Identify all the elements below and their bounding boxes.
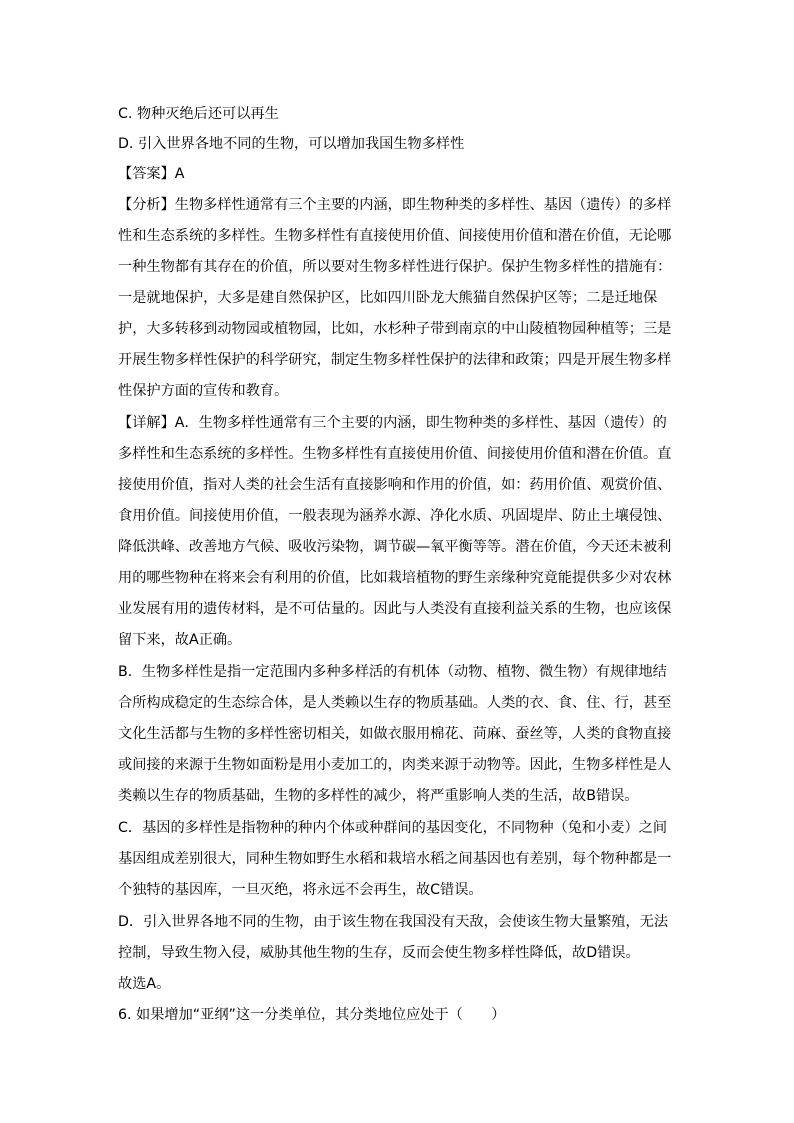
detail-a-line: 业发展有用的遗传材料，是不可估量的。因此与人类没有直接利益关系的生物，也应该保: [118, 601, 672, 617]
detail-a-line: 留下来，故A正确。: [118, 632, 242, 648]
option-d: D. 引入世界各地不同的生物，可以增加我国生物多样性: [118, 136, 465, 152]
analysis-line: 性和生态系统的多样性。生物多样性有直接使用价值、间接使用价值和潜在价值，无论哪: [118, 228, 672, 244]
detail-b-line: B．生物多样性是指一定范围内多种多样活的有机体（动物、植物、微生物）有规律地结: [118, 664, 667, 680]
detail-a-line: 降低洪峰、改善地方气候、吸收污染物，调节碳—氧平衡等等。潜在价值，今天还未被利: [118, 539, 672, 555]
detail-d-line: 控制，导致生物入侵，威胁其他生物的生存，反而会使生物多样性降低，故D错误。: [118, 945, 640, 961]
analysis-line: 开展生物多样性保护的科学研究，制定生物多样性保护的法律和政策；四是开展生物多样: [118, 352, 672, 368]
detail-c-line: 个独特的基因库，一旦灭绝，将永远不会再生，故C错误。: [118, 882, 483, 898]
analysis-line: 性保护方面的宣传和教育。: [118, 383, 289, 399]
detail-b-line: 文化生活都与生物的多样性密切相关，如做衣服用棉花、苘麻、蚕丝等，人类的食物直接: [118, 726, 672, 742]
detail-a-line: 用的哪些物种在将来会有利用的价值，比如栽培植物的野生亲缘种究竟能提供多少对农林: [118, 570, 672, 586]
next-question: 6. 如果增加“亚纲”这一分类单位，其分类地位应处于（ ）: [118, 1007, 506, 1023]
analysis-line: 【分析】生物多样性通常有三个主要的内涵，即生物种类的多样性、基因（遗传）的多样: [118, 197, 672, 213]
detail-a-line: 【详解】A．生物多样性通常有三个主要的内涵，即生物种类的多样性、基因（遗传）的: [118, 415, 667, 431]
detail-b-line: 类赖以生存的物质基础，生物的多样性的减少，将严重影响人类的生活，故B错误。: [118, 788, 639, 804]
detail-c-line: 基因组成差别很大，同种生物如野生水稻和栽培水稻之间基因也有差别，每个物种都是一: [118, 851, 672, 867]
analysis-line: 护，大多转移到动物园或植物园，比如，水杉种子带到南京的中山陵植物园种植等；三是: [118, 321, 672, 337]
detail-c-line: C．基因的多样性是指物种的种内个体或种群间的基因变化，不同物种（兔和小麦）之间: [118, 820, 668, 836]
analysis-line: 一是就地保护，大多是建自然保护区，比如四川卧龙大熊猫自然保护区等；二是迁地保: [118, 290, 658, 306]
answer-line: 【答案】A: [118, 166, 185, 182]
detail-a-line: 多样性和生态系统的多样性。生物多样性有直接使用价值、间接使用价值和潜在价值。直: [118, 446, 672, 462]
option-c: C. 物种灭绝后还可以再生: [118, 106, 279, 122]
detail-b-line: 或间接的来源于生物如面粉是用小麦加工的，肉类来源于动物等。因此，生物多样性是人: [118, 757, 672, 773]
detail-b-line: 合所构成稳定的生态综合体，是人类赖以生存的物质基础。人类的衣、食、住、行，甚至: [118, 695, 672, 711]
analysis-line: 一种生物都有其存在的价值，所以要对生物多样性进行保护。保护生物多样性的措施有：: [118, 259, 672, 275]
detail-a-line: 接使用价值，指对人类的社会生活有直接影响和作用的价值，如：药用价值、观赏价值、: [118, 477, 672, 493]
detail-a-line: 食用价值。间接使用价值，一般表现为涵养水源、净化水质、巩固堤岸、防止土壤侵蚀、: [118, 508, 672, 524]
conclusion-line: 故选A。: [118, 976, 171, 992]
detail-d-line: D．引入世界各地不同的生物，由于该生物在我国没有天敌，会使该生物大量繁殖，无法: [118, 914, 669, 930]
